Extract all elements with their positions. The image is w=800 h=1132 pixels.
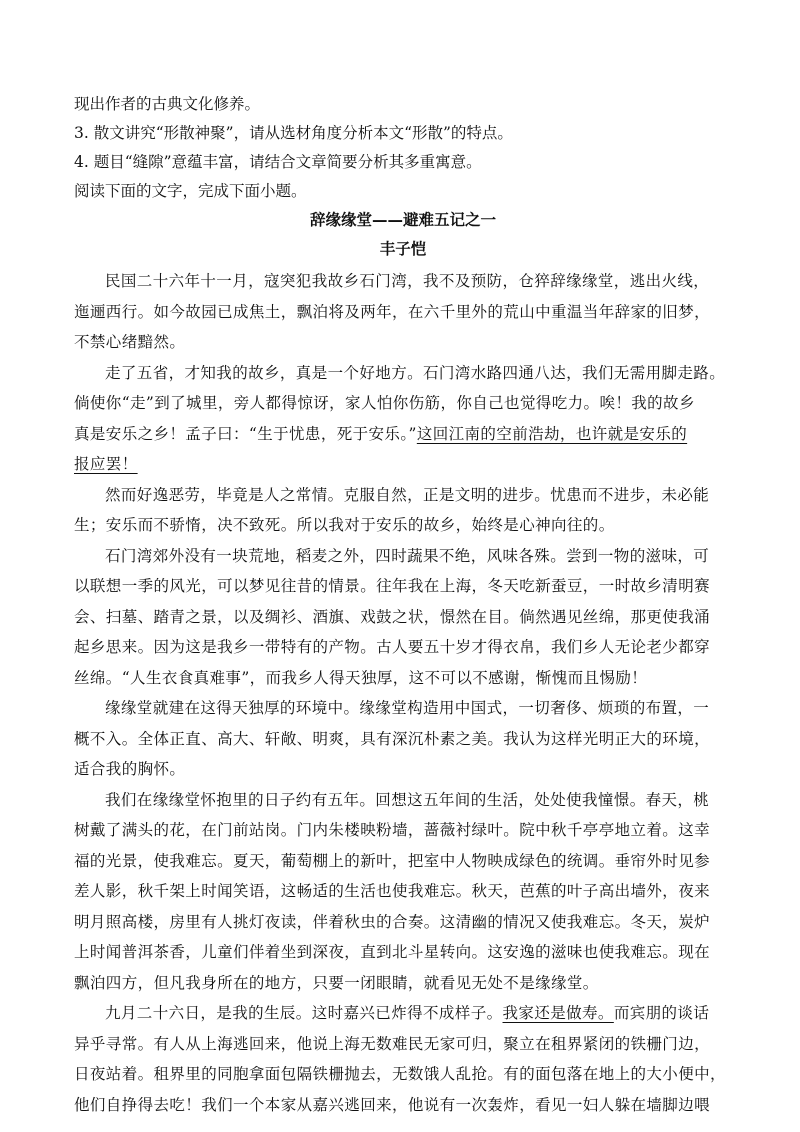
article-body (74, 266, 732, 1120)
paragraph-1 (74, 266, 732, 358)
paragraph-line: 福的光景，使我难忘。夏天，葡萄棚上的新叶，把室中人物映成绿色的统调。垂帘外时见参 (74, 851, 711, 870)
question-4: 4. 题目“缝隙”意蕴丰富，请结合文章简要分析其多重寓意。 (74, 153, 482, 171)
paragraph-7 (74, 998, 732, 1120)
paragraph-line: 生；安乐而不骄惰，决不致死。所以我对于安乐的故乡，始终是心神向往的。 (74, 516, 615, 534)
paragraph-line: 树戴了满头的花，在门前站岗。门内朱楼映粉墙，蔷薇衬绿叶。院中秋千亭亭地立着。这幸 (74, 821, 711, 839)
article-title: 辞缘缘堂——避难五记之一 (309, 211, 496, 229)
paragraph-line (74, 998, 732, 1029)
question-2-tail: 现出作者的古典文化修养。 (74, 95, 261, 113)
paragraph-line: 异乎寻常。有人从上海逃回来，他说上海无数难民无家可归，聚立在租界紧闭的铁栅门边， (74, 1034, 711, 1053)
paragraph-line: 上时闻普洱茶香，儿童们伴着坐到深夜，直到北斗星转向。这安逸的滋味也使我难忘。现在 (74, 943, 711, 961)
paragraph-line: 丝绵。“人生衣食真难事”，而我乡人得天独厚，这不可以不感谢，惭愧而且惕励！ (74, 668, 648, 687)
paragraph-line: 倘使你“走”到了城里，旁人都得惊讶，家人怕你伤筋，你自己也觉得吃力。唉！我的故乡 (74, 394, 695, 412)
paragraph-line: 概不入。全体正直、高大、轩敞、明爽，具有深沉朴素之美。我认为这样光明正大的环境， (74, 729, 711, 748)
paragraph-line (74, 419, 732, 450)
paragraph-line: 日夜站着。租界里的同胞拿面包隔铁栅抛去，无数饿人乱抢。有的面包落在地上的大小便中， (74, 1065, 726, 1083)
paragraph-line: 飘泊四方，但凡我身所在的地方，只要一闭眼睛，就看见无处不是缘缘堂。 (74, 973, 599, 992)
underlined-sentence-1-end: 报应罢！ (74, 455, 138, 473)
paragraph-line: 民国二十六年十一月，寇突犯我故乡石门湾，我不及预防，仓猝辞缘缘堂，逃出火线， (105, 272, 710, 290)
paragraph-line: 迤逦西行。如今故园已成焦土，飘泊将及两年，在六千里外的荒山中重温当年辞家的旧梦， (74, 302, 711, 321)
paragraph-line: 差人影，秋千架上时闻笑语，这畅适的生活也使我难忘。秋天，芭蕉的叶子高出墙外，夜来 (74, 882, 711, 900)
paragraph-line: 石门湾郊外没有一块荒地，稻麦之外，四时蔬果不绝，风味各殊。尝到一物的滋味，可 (105, 546, 710, 565)
question-3: 3. 散文讲究“形散神聚”，请从选材角度分析本文“形散”的特点。 (74, 124, 513, 142)
paragraph-4 (74, 541, 732, 694)
paragraph-6 (74, 785, 732, 999)
article-author: 丰子恺 (379, 240, 427, 258)
paragraph-line: 起乡思来。因为这是我乡一带特有的产物。古人要五十岁才得衣帛，我们乡人无论老少都穿 (74, 638, 711, 656)
paragraph-2 (74, 358, 732, 480)
paragraph-line: 明月照高楼，房里有人挑灯夜读，伴着秋虫的合奏。这清幽的情况又使我难忘。冬天，炭炉 (74, 912, 711, 931)
underlined-sentence-1: 这回江南的空前浩劫，也许就是安乐的 (416, 424, 688, 443)
text-segment: 而宾朋的谈话 (613, 1004, 710, 1022)
paragraph-line: 走了五省，才知我的故乡，真是一个好地方。石门湾水路四通八达，我们无需用脚走路。 (105, 363, 726, 382)
paragraph-line (74, 449, 732, 480)
paragraph-line: 我们在缘缘堂怀抱里的日子约有五年。回想这五年间的生活，处处使我憧憬。春天，桃 (105, 790, 710, 809)
text-segment: 九月二十六日，是我的生辰。这时嘉兴已炸得不成样子。 (105, 1004, 503, 1022)
paragraph-line: 他们自挣得去吃！我们一个本家从嘉兴逃回来，他说有一次轰炸，看见一妇人躲在墙脚边喂 (74, 1095, 711, 1114)
questions-block (74, 90, 732, 206)
paragraph-5 (74, 693, 732, 785)
paragraph-line: 会、扫墓、踏青之景，以及绸衫、酒旗、戏鼓之状，憬然在目。倘然遇见丝绵，那更使我涌 (74, 607, 711, 626)
paragraph-line: 以联想一季的风光，可以梦见往昔的情景。往年我在上海，冬天吃新蚕豆，一时故乡清明赛 (74, 577, 711, 595)
paragraph-3 (74, 480, 732, 541)
underlined-sentence-2: 我家还是做寿。 (502, 1004, 614, 1022)
reading-instruction: 阅读下面的文字，完成下面小题。 (74, 182, 307, 200)
paragraph-line: 适合我的胸怀。 (74, 760, 186, 778)
paragraph-line: 不禁心绪黯然。 (74, 333, 186, 351)
paragraph-line: 然而好逸恶劳，毕竟是人之常情。克服自然，正是文明的进步。忧患而不进步，未必能 (105, 485, 710, 504)
paragraph-line: 缘缘堂就建在这得天独厚的环境中。缘缘堂构造用中国式，一切奢侈、烦琐的布置，一 (105, 699, 710, 717)
text-segment: 真是安乐之乡！孟子曰：“生于忧患，死于安乐。” (74, 424, 417, 443)
